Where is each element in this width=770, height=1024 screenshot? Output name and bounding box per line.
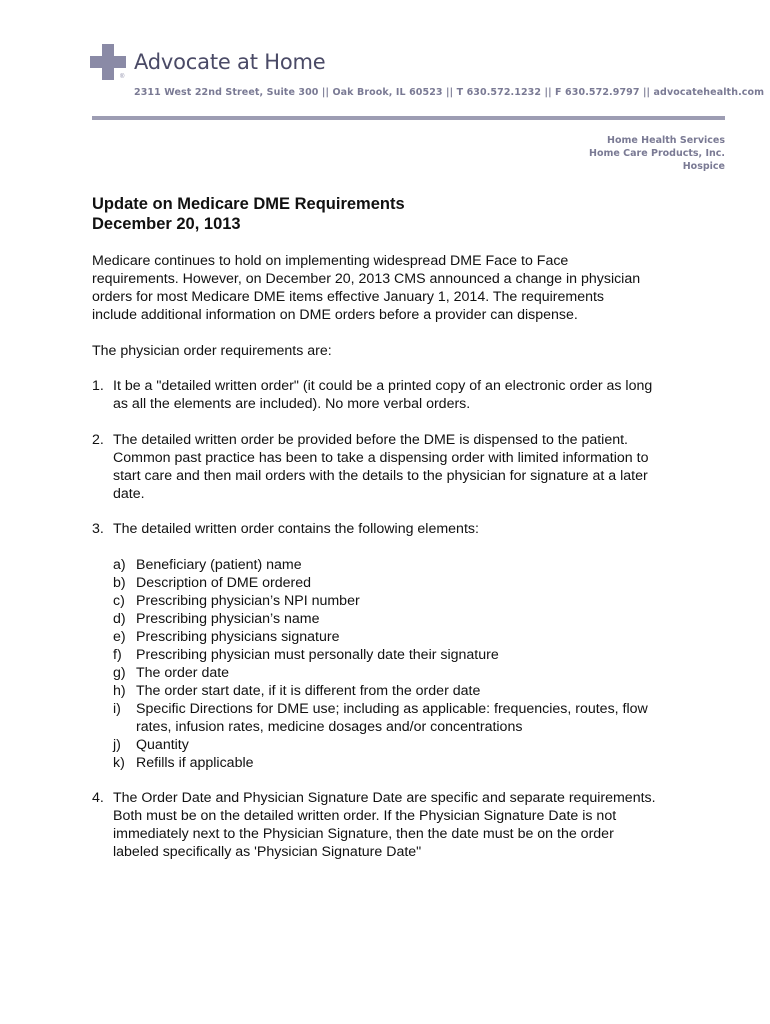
item-line: The detailed written order be provided before the DME is dispensed to the patient. — [113, 432, 628, 448]
element-letter: g) — [113, 665, 126, 681]
intro-line: include additional information on DME orders before a provider can dispense. — [92, 307, 578, 323]
item-line: The detailed written order contains the following elements: — [113, 521, 479, 537]
element-line: Prescribing physician must personally date their signature — [136, 647, 499, 663]
item-line: labeled specifically as 'Physician Signature Date" — [113, 844, 422, 860]
element-line: Specific Directions for DME use; including as applicable: frequencies, routes, flow — [136, 701, 648, 717]
element-letter: e) — [113, 629, 126, 645]
services-list — [589, 134, 725, 173]
document-title — [92, 194, 405, 234]
item-line: Both must be on the detailed written order. If the Physician Signature Date is not — [113, 808, 617, 824]
letterhead-divider — [92, 116, 725, 120]
element-letter: a) — [113, 557, 126, 573]
service-home-care-products: Home Care Products, Inc. — [589, 148, 725, 159]
service-hospice: Hospice — [682, 161, 725, 172]
element-line: The order start date, if it is different from the order date — [136, 683, 481, 699]
item-line: date. — [113, 486, 145, 502]
intro-line: Medicare continues to hold on implementing widespread DME Face to Face — [92, 253, 569, 269]
element-letter: i) — [113, 701, 121, 717]
item-line: immediately next to the Physician Signature, then the date must be on the order — [113, 826, 614, 842]
intro-line: requirements. However, on December 20, 2013 CMS announced a change in physician — [92, 271, 641, 287]
advocate-cross-logo-icon — [90, 44, 126, 80]
intro-paragraph — [92, 252, 702, 324]
registered-mark: ® — [120, 74, 125, 80]
element-line: rates, infusion rates, medicine dosages and/or concentrations — [136, 719, 523, 735]
item-number: 4. — [92, 790, 104, 806]
element-letter: c) — [113, 593, 125, 609]
element-letter: b) — [113, 575, 126, 591]
title-line-1: Update on Medicare DME Requirements — [92, 195, 405, 213]
item-line: It be a "detailed written order" (it could be a printed copy of an electronic order as long — [113, 378, 653, 394]
element-line: The order date — [136, 665, 230, 681]
brand-name: Advocate at Home — [134, 50, 326, 74]
element-letter: f) — [113, 647, 122, 663]
element-letter: j) — [113, 737, 121, 753]
item-line: as all the elements are included). No more verbal orders. — [113, 396, 471, 412]
element-line: Prescribing physicians signature — [136, 629, 340, 645]
element-line: Description of DME ordered — [136, 575, 312, 591]
element-letter: h) — [113, 683, 126, 699]
element-line: Quantity — [136, 737, 189, 753]
item-line: start care and then mail orders with the details to the physician for signature at a later — [113, 468, 648, 484]
intro-line: orders for most Medicare DME items effective January 1, 2014. The requirements — [92, 289, 605, 305]
item-line: The Order Date and Physician Signature Date are specific and separate requirements. — [113, 790, 656, 806]
item-number: 3. — [92, 521, 104, 537]
requirements-lead: The physician order requirements are: — [92, 343, 332, 359]
letterhead-address: 2311 West 22nd Street, Suite 300 || Oak Brook, IL 60523 || T 630.572.1232 || F 630.572.9797 || advocatehealth.com — [134, 87, 765, 98]
service-home-health: Home Health Services — [607, 135, 725, 146]
element-letter: d) — [113, 611, 126, 627]
title-line-2: December 20, 1013 — [92, 215, 241, 233]
element-line: Prescribing physician’s name — [136, 611, 320, 627]
element-line: Prescribing physician’s NPI number — [136, 593, 360, 609]
element-line: Refills if applicable — [136, 755, 254, 771]
item-number: 1. — [92, 378, 104, 394]
element-line: Beneficiary (patient) name — [136, 557, 302, 573]
element-letter: k) — [113, 755, 125, 771]
item-number: 2. — [92, 432, 104, 448]
item-line: Common past practice has been to take a dispensing order with limited information to — [113, 450, 649, 466]
